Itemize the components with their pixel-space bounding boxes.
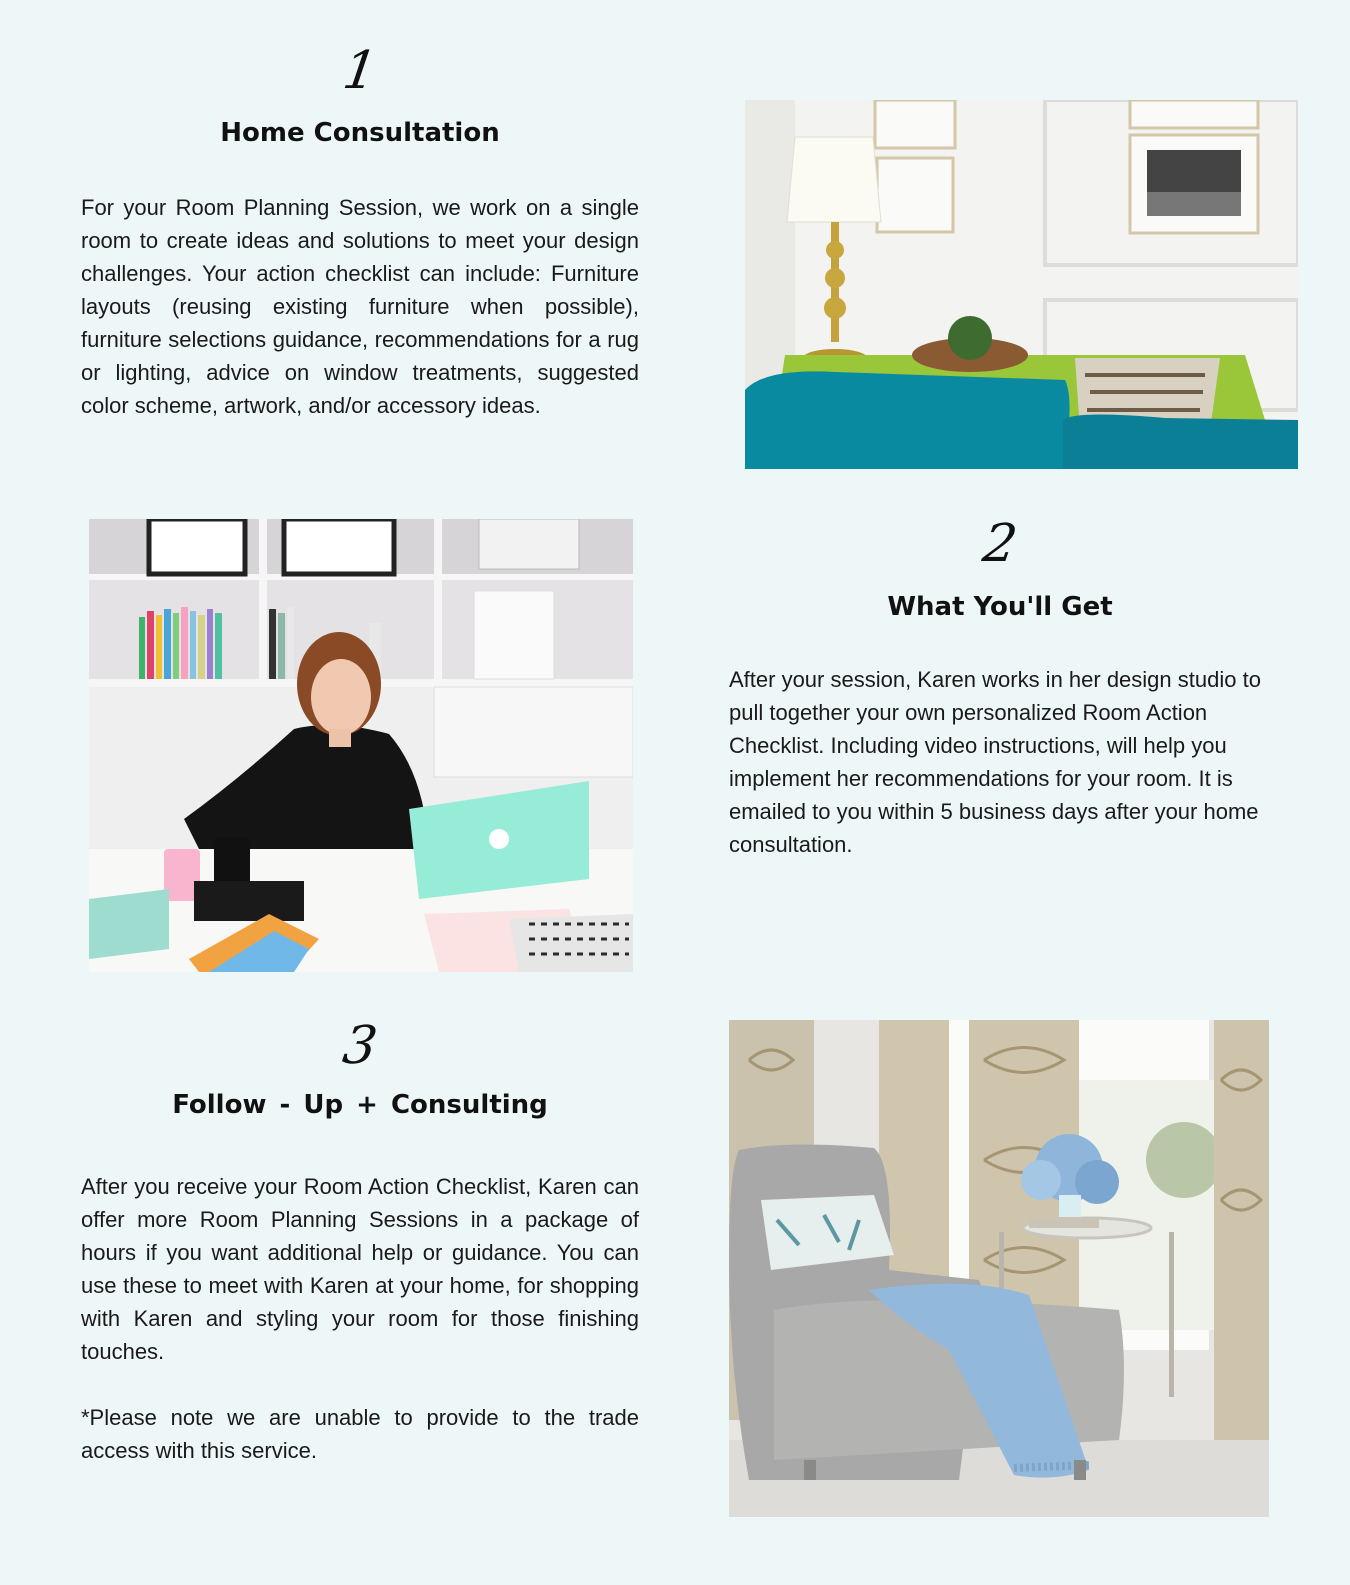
section-paragraph: After your session, Karen works in her design studio to pull together your own personalized Room Action Checklist. Including video instructions, will help you implement her recommendations for your room. It is emailed to you within 5 business days after your home consultation. — [729, 667, 1261, 857]
trade-access-note: *Please note we are unable to provide to the trade access with this service. — [81, 1405, 639, 1463]
step-number-3: 3 — [339, 1016, 381, 1076]
section-paragraph: After you receive your Room Action Checklist, Karen can offer more Room Planning Sessions in a package of hours if you want additional help or guidance. You can use these to meet with Karen at your home, for shopping with Karen and styling your room for those finishing touches. — [81, 1174, 639, 1364]
designer-at-desk-photo — [89, 519, 633, 972]
reading-chair-photo — [729, 1020, 1269, 1517]
section-title-home-consultation: Home Consultation — [220, 118, 500, 148]
step-number-2: 2 — [979, 514, 1021, 574]
section-title-follow-up-consulting: Follow - Up + Consulting — [172, 1090, 548, 1120]
section-body-home-consultation — [81, 191, 639, 422]
step-number-1: 1 — [339, 41, 381, 101]
section-title-what-youll-get: What You'll Get — [887, 592, 1113, 622]
lamp-console-photo — [745, 100, 1298, 469]
section-body-follow-up-consulting — [81, 1170, 639, 1467]
section-body-what-youll-get — [729, 663, 1299, 861]
section-paragraph: For your Room Planning Session, we work on a single room to create ideas and solutions to meet your design challenges. Your action checklist can include: Furniture layouts (reusing existing furniture when possible), furniture selections guidance, recommendations for a rug or lighting, advice on window treatments, suggested color scheme, artwork, and/or accessory ideas. — [81, 195, 639, 418]
